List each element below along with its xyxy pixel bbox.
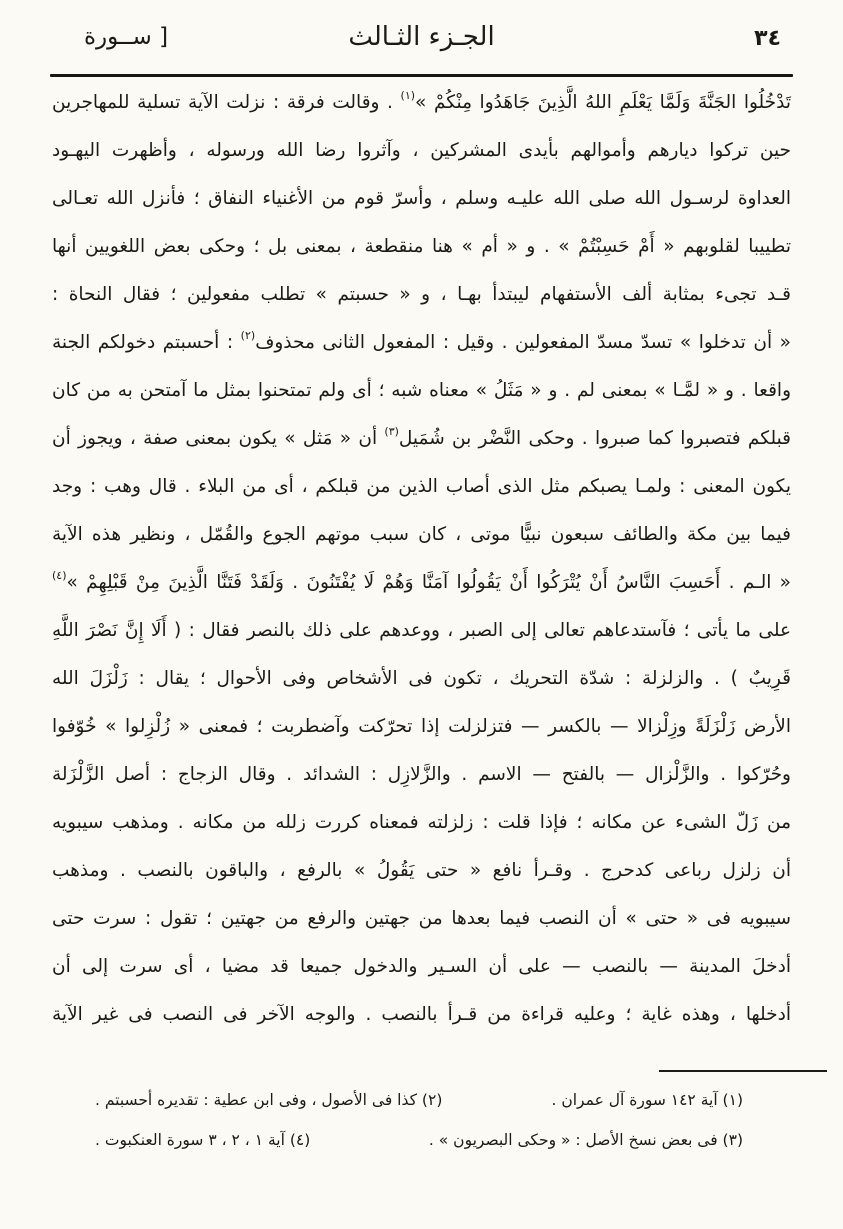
body-line-text: قـد تجىء بمثابة ألف الأستفهام ليبتدأ بهـا ، و « حسبتم » تطلب مفعولين ؛ فقال النحاة : [52, 284, 791, 305]
body-line [52, 408, 791, 456]
body-line-text: من زَلّ الشىء عن مكانه ؛ فإذا قلت : زلزلته فمعناه كررت زلله من مكانه . ومذهب سيبويه [52, 812, 791, 833]
body-line-text: واقعا . و « لمَّـا » بمعنى لم . و « مَثَلُ » معناه شبه ؛ أى ولم تمتحنوا بمثل ما آمتحن به من كان [52, 380, 791, 401]
page-header [0, 0, 843, 52]
footnote-marker: (٤) [52, 569, 67, 582]
body-line-text: أدخلَ المدينة — بالنصب — على أن السـير والدخول جميعا قد مضيا ، أى سرت إلى أن [52, 956, 791, 977]
body-line [52, 552, 791, 600]
body-line-text: أن « مَثل » يكون بمعنى صفة ، ويجوز أن [52, 428, 385, 449]
body-line [52, 360, 791, 408]
header-rule [50, 74, 793, 77]
body-line-text: : أحسبتم دخولكم الجنة [52, 332, 241, 353]
footnote-1: (١) آية ١٤٢ سورة آل عمران . [551, 1091, 743, 1109]
body-line [52, 120, 791, 168]
body-line-text: سيبويه فى « حتى » أن النصب فيما بعدها من جهتين والرفع من جهتين ؛ تقول : سرت حتى [52, 908, 791, 929]
catchword: [ ســورة [84, 24, 169, 50]
body-line [52, 456, 791, 504]
body-line [52, 792, 791, 840]
body-line [52, 648, 791, 696]
body-line-text: تطييبا لقلوبهم « أَمْ حَسِبْتُمْ » . و « أم » هنا منقطعة ، بمعنى بل ؛ وحكى بعض اللغويين أنها [52, 236, 791, 257]
body-line-text: أدخلها ، وهذه غاية ؛ وعليه قراءة من قـرأ بالنصب . والوجه الآخر فى النصب فى غير الآية [52, 1004, 791, 1025]
body-line [52, 216, 791, 264]
body-line-text: يكون المعنى : ولمـا يصبكم مثل الذى أصاب الذين من قبلكم ، أى من البلاء . قال وهب : وجد [52, 476, 791, 497]
body-line [52, 168, 791, 216]
footnote-row [95, 1120, 743, 1160]
body-line [52, 888, 791, 936]
body-line-text: قَرِيبٌ ) . والزلزلة : شدّة التحريك ، تكون فى الأشخاص وفى الأحوال ؛ يقال : زَلْزَلَ الله [52, 668, 791, 689]
body-line [52, 696, 791, 744]
body-line-text: على ما يأتى ؛ فآستدعاهم تعالى إلى الصبر ، ووعدهم على ذلك بالنصر فقال : ( أَلَا إِنَّ نَصْرَ اللَّهِ [52, 620, 791, 641]
body-line-text: وحُرّكوا . والزَّلْزال — بالفتح — الاسم . والزَّلازِل : الشدائد . وقال الزجاج : أصل الزَّلْزَلة [52, 764, 791, 785]
body-line-text: تَدْخُلُوا الجَنَّةَ وَلَمَّا يَعْلَمِ اللهُ الَّذِينَ جَاهَدُوا مِنْكُمْ » [415, 92, 791, 113]
body-line [52, 936, 791, 984]
footnote-marker: (٢) [240, 329, 256, 342]
footnote-3: (٣) فى بعض نسخ الأصل : « وحكى البصريون » . [428, 1131, 743, 1149]
body-line-text: الأرض زَلْزَلَةً وزِلْزالا — بالكسر — فتزلزلت إذا تحرّكت وآضطربت ؛ فمعنى « زُلْزِلوا » خُوّفوا [52, 716, 791, 737]
body-line-text: قبلكم فتصبروا كما صبروا . وحكى النَّضْر بن شُمَيل [398, 428, 792, 449]
body-line [52, 984, 791, 1032]
body-line-text: العداوة لرسـول الله صلى الله عليـه وسلم ، وأسرّ قوم من الأغنياء النفاق ؛ فأنزل الله تعـالى [52, 188, 791, 209]
body-line [52, 312, 791, 360]
body-line-text: أن زلزل رباعى كدحرج . وقـرأ نافع « حتى يَقُولُ » بالرفع ، والباقون بالنصب . ومذهب [52, 860, 791, 881]
body-line [52, 840, 791, 888]
page-number: ٣٤ [754, 26, 781, 51]
body-line [52, 600, 791, 648]
footnote-row [95, 1080, 743, 1120]
footnote-4: (٤) آية ١ ، ٢ ، ٣ سورة العنكبوت . [95, 1131, 311, 1149]
body-line [52, 264, 791, 312]
body-line-text: . وقالت فرقة : نزلت الآية تسلية للمهاجرين [52, 92, 401, 113]
body-line-text: حين تركوا ديارهم وأموالهم بأيدى المشركين ، وآثروا رضا الله ورسوله ، وأظهرت اليهـود [52, 140, 791, 161]
body-text [0, 46, 843, 1032]
body-line-text: « الـم . أَحَسِبَ النَّاسُ أَنْ يُتْرَكُوا أَنْ يَقُولُوا آمَنَّا وَهُمْ لَا يُفْتَنُونَ . وَلَقَدْ فَتَنَّا الَّذِينَ مِنْ قَبْلِهِمْ » [66, 572, 791, 593]
body-line [52, 504, 791, 552]
body-line [52, 744, 791, 792]
footnote-marker: (٣) [384, 425, 399, 438]
body-line-text: « أن تدخلوا » تسدّ مسدّ المفعولين . وقيل : المفعول الثانى محذوف [255, 332, 792, 353]
part-title: الجـزء الثـالث [348, 22, 495, 52]
footnote-marker: (١) [400, 89, 416, 102]
body-line [52, 72, 791, 120]
body-line-text: فيما بين مكة والطائف سبعون نبيًّا موتى ، كان سبب موتهم الجوع والقُمّل ، ونظير هذه الآية [52, 524, 791, 545]
footnotes [0, 1072, 843, 1160]
footnote-2: (٢) كذا فى الأصول ، وفى ابن عطية : تقديره أحسبتم . [95, 1091, 443, 1109]
